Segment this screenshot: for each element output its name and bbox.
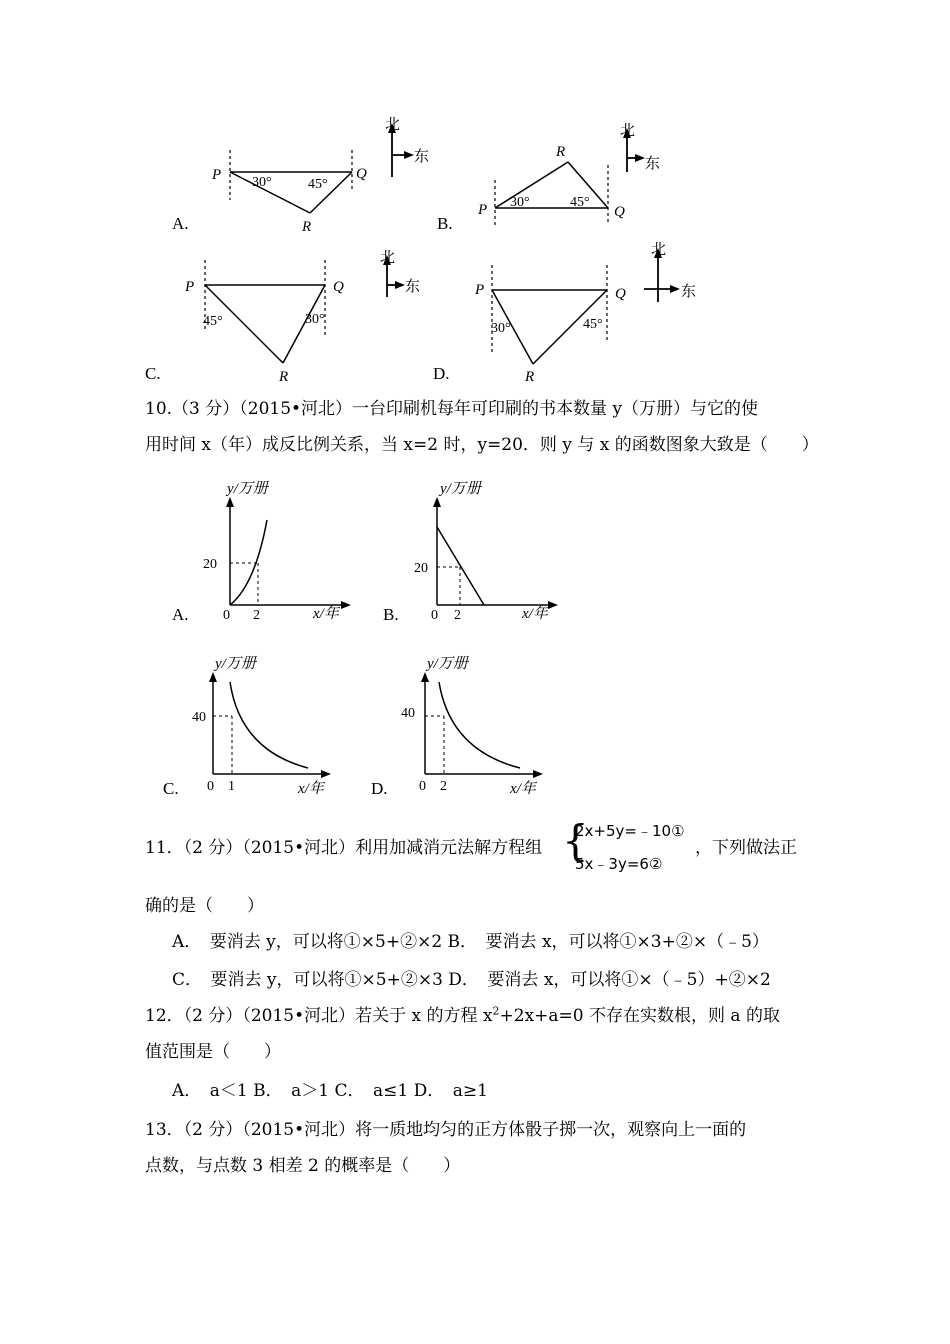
point-p-label: P [475,282,485,298]
origin-label: 0 [419,779,426,794]
q10-stem-line1: 10.（3 分）（2015•河北）一台印刷机每年可印刷的书本数量 y（万册）与它的使 [145,399,759,419]
q11-options-line2: C． 要消去 y，可以将①×5+②×3 D． 要消去 x，可以将①×（﹣5）+②×2 [172,970,771,990]
y-tick-label: 40 [401,706,415,721]
q10-option-c-letter: C. [163,779,179,798]
point-r-label: R [302,219,312,235]
north-label: 北 [380,250,396,266]
angle-p-label: 30° [510,195,530,210]
q10-graph-d [392,650,572,800]
east-label: 东 [405,279,421,295]
angle-q-label: 45° [583,317,603,332]
point-p-label: P [185,279,195,295]
point-p-label: P [212,167,222,183]
q12-stem-part1: 12．（2 分）（2015•河北）若关于 x 的方程 x [145,1006,493,1026]
q11-equation-2: 5x﹣3y=6② [575,855,663,873]
x-tick-label: 2 [440,779,447,794]
q10-graph-b [402,475,582,625]
point-q-label: Q [614,204,625,220]
angle-q-label: 30° [305,312,325,327]
q11-stem-line2: 确的是（ ） [145,896,264,916]
y-tick-label: 20 [203,557,217,572]
x-tick-label: 1 [228,779,235,794]
x-axis-label: x/年 [510,781,536,797]
x-tick-label: 2 [253,608,260,623]
q9-figure-d [465,260,665,385]
point-r-label: R [525,369,535,385]
q11-options-line1: A． 要消去 y，可以将①×5+②×2 B． 要消去 x，可以将①×3+②×（﹣5） [172,932,769,952]
x-axis-label: x/年 [298,781,324,797]
compass-d [640,240,710,305]
y-axis-label: y/万册 [227,481,268,497]
angle-q-label: 45° [570,195,590,210]
q10-option-a-letter: A. [172,605,189,624]
north-label: 北 [620,123,636,139]
point-q-label: Q [356,166,367,182]
q10-graph-c [180,650,360,800]
q10-graph-a [195,475,375,625]
equation-system-brace: { [562,816,589,865]
q9-figure-c [175,255,375,385]
angle-p-label: 45° [203,314,223,329]
compass-a [380,115,440,185]
origin-label: 0 [431,608,438,623]
point-r-label: R [556,144,566,160]
east-label: 东 [645,156,661,172]
origin-label: 0 [207,779,214,794]
origin-label: 0 [223,608,230,623]
q10-stem-line2: 用时间 x（年）成反比例关系，当 x=2 时，y=20．则 y 与 x 的函数图象大致是（ ） [145,435,819,455]
north-label: 北 [651,242,667,258]
q9-option-a-letter: A. [172,214,189,233]
q12-stem-line1 [145,1005,780,1027]
q13-stem-line1: 13．（2 分）（2015•河北）将一质地均匀的正方体骰子掷一次，观察向上一面的 [145,1120,747,1140]
point-r-label: R [279,369,289,385]
q10-option-b-letter: B. [383,605,399,624]
north-label: 北 [385,117,401,133]
q9-option-b-letter: B. [437,214,453,233]
x-axis-label: x/年 [522,606,548,622]
angle-p-label: 30° [491,321,511,336]
y-tick-label: 20 [414,561,428,576]
q9-option-d-letter: D. [433,364,450,383]
y-axis-label: y/万册 [427,656,468,672]
point-q-label: Q [615,286,626,302]
q12-stem-line2: 值范围是（ ） [145,1042,281,1062]
point-q-label: Q [333,279,344,295]
y-axis-label: y/万册 [215,656,256,672]
q11-stem-after: ，下列做法正 [695,838,797,858]
q12-options: A． a＜1 B． a＞1 C． a≤1 D． a≥1 [172,1081,488,1101]
q11-equation-1: 2x+5y=﹣10① [575,822,685,840]
east-label: 东 [414,149,430,165]
q12-superscript: 2 [492,1004,500,1018]
compass-c [375,247,435,302]
q10-option-d-letter: D. [371,779,388,798]
angle-q-label: 45° [308,177,328,192]
q9-option-c-letter: C. [145,364,161,383]
y-tick-label: 40 [192,710,206,725]
x-tick-label: 2 [454,608,461,623]
q13-stem-line2: 点数，与点数 3 相差 2 的概率是（ ） [145,1156,461,1176]
compass-b [615,120,675,180]
q12-stem-part2: +2x+a=0 不存在实数根，则 a 的取 [499,1006,780,1026]
point-p-label: P [478,202,488,218]
east-label: 东 [681,284,697,300]
y-axis-label: y/万册 [440,481,481,497]
q11-stem-before: 11．（2 分）（2015•河北）利用加减消元法解方程组 [145,838,543,858]
angle-p-label: 30° [252,175,272,190]
x-axis-label: x/年 [313,606,339,622]
